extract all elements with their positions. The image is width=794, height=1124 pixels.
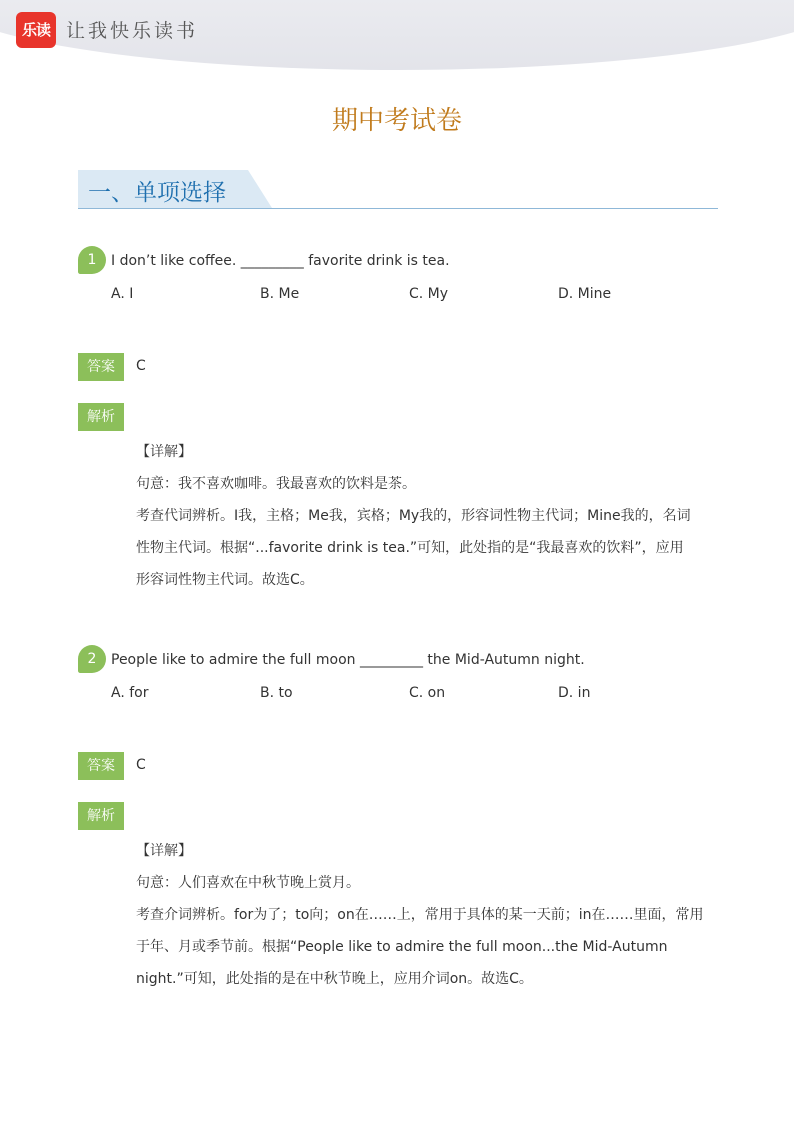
explanation-line: 句意：人们喜欢在中秋节晚上赏月。 — [136, 875, 360, 891]
explanation-line: 考查代词辨析。I我，主格；Me我，宾格；My我的，形容词性物主代词；Mine我的，名词 — [136, 508, 691, 524]
option-c: C. on — [409, 685, 446, 701]
explanation-line: 【详解】 — [136, 843, 192, 859]
explanation-line: night.”可知，此处指的是在中秋节晚上，应用介词on。故选C。 — [136, 971, 533, 987]
explanation-line: 于年、月或季节前。根据“People like to admire the full moon...the Mid-Autumn — [136, 939, 668, 955]
explanation-line: 【详解】 — [136, 444, 192, 460]
option-d: D. Mine — [558, 286, 612, 302]
document-title: 期中考试卷 — [331, 106, 462, 136]
option-b: B. to — [260, 685, 293, 701]
question-text: I don’t like coffee. _________ favorite drink is tea. — [111, 253, 450, 269]
analysis-tag: 解析 — [78, 802, 124, 830]
question-number-badge: 1 — [78, 246, 106, 274]
section-label: 一、单项选择 — [88, 180, 226, 206]
section-divider — [78, 208, 718, 209]
option-a: A. I — [111, 286, 134, 302]
answer-tag: 答案 — [78, 752, 124, 780]
option-b: B. Me — [260, 286, 300, 302]
brand-logo: 乐读 — [16, 12, 56, 48]
analysis-tag: 解析 — [78, 403, 124, 431]
question-number-badge: 2 — [78, 645, 106, 673]
explanation-line: 句意：我不喜欢咖啡。我最喜欢的饮料是茶。 — [136, 476, 416, 492]
explanation-line: 形容词性物主代词。故选C。 — [136, 572, 314, 588]
explanation-line: 性物主代词。根据“...favorite drink is tea.”可知，此处指的是“我最喜欢的饮料”，应用 — [136, 540, 684, 556]
answer-tag: 答案 — [78, 353, 124, 381]
brand-slogan: 让我快乐读书 — [66, 20, 199, 42]
question-text: People like to admire the full moon _________ the Mid-Autumn night. — [111, 652, 585, 668]
section-heading — [78, 170, 718, 210]
option-d: D. in — [558, 685, 591, 701]
answer-value: C — [136, 358, 146, 374]
option-a: A. for — [111, 685, 149, 701]
explanation-line: 考查介词辨析。for为了；to向；on在……上，常用于具体的某一天前；in在……里面，常用 — [136, 907, 704, 923]
page-header — [0, 0, 794, 70]
answer-value: C — [136, 757, 146, 773]
option-c: C. My — [409, 286, 449, 302]
